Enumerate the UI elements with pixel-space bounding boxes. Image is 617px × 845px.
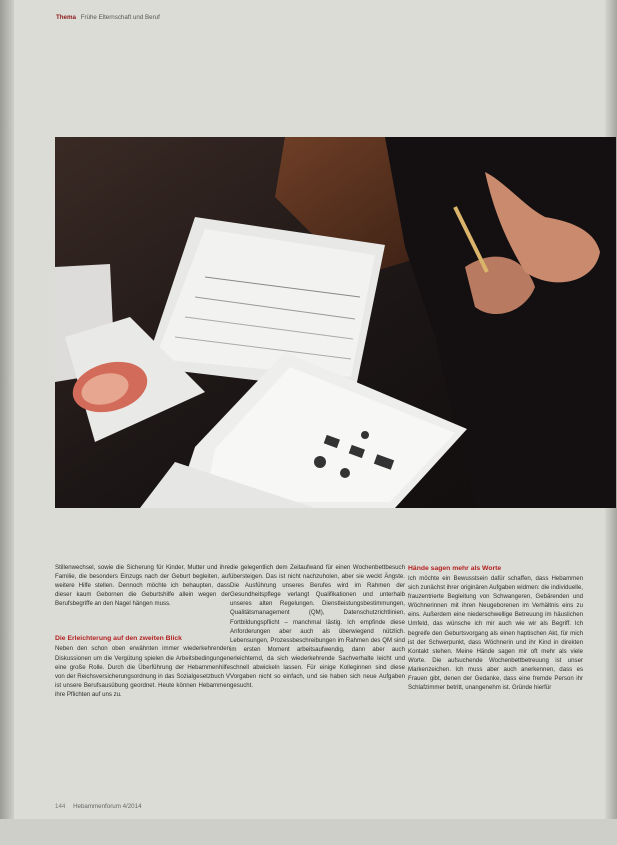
- page-number: 144: [55, 803, 66, 810]
- magazine-name: Hebammenforum 4/2014: [73, 803, 142, 810]
- col3-body: Ich möchte ein Bewusstsein dafür schaffen, dass Hebammen sich zunächst ihrer originären Aufgaben widmen: die individuelle, frauzentrierte Begleitung von Schwangeren, Gebärenden und Wöchnerinnen mit ihren Neugeborenen im Verhältnis eins zu eins. Außerdem eine niederschwellige Betreuung im häuslichen Umfeld, das wünsche ich mir auch wie wir als Begriff. Ich begreife den Geburtsvorgang als einen haptischen Akt, für mich ist der Schwerpunkt, dass Wöchnerin und ihr Kind in direkten Kontakt stehen. Meine Hände sagen mir oft mehr als viele Worte. Die aufsuchende Wochenbettbetreuung ist unser Markenzeichen. Ich muss aber auch anerkennen, dass es Frauen gibt, denen der Gedanke, dass eine fremde Person ihr Schlafzimmer betritt, unangenehm ist. Gründe hierfür: [408, 575, 583, 692]
- text-column-3: [408, 564, 583, 692]
- section-subtitle: Frühe Elternschaft und Beruf: [80, 14, 160, 21]
- col1-body: Neben den schon oben erwähnten immer wiederkehrenden Diskussionen um die Vergütung spielen die Arbeitsbedingungen eine große Rolle. Durch die Überführung der Hebammenhilfe von der Reichsversicherungsordnung in das Sozialgesetzbuch V ist unsere Berufsausübung geordnet. Heute können Hebammen ihre Pflichten auf uns zu.: [55, 645, 230, 698]
- article-photo: [55, 137, 616, 508]
- running-header: [56, 14, 160, 21]
- col1-heading: Die Erleichterung auf den zweiten Blick: [55, 635, 182, 643]
- col2-body: die gelegentlich dem Zeitaufwand für einen Wochenbettbesuch übersteigen. Das ist nicht nachzuholen, aber sie weckt Ängste. Die Ausführung unseres Berufes wird im Rahmen der Gesundheitspflege verlangt Qualifikationen und unterhalb unseres alten Regelungen. Dienstleistungsbestimmungen, Qualitätsmanagement (QM), Datenschutzrichtlinien, Fortbildungspflicht – manchmal lästig. Ich empfinde diese Anforderungen aber auch als überwiegend nützlich. Lebensungen, Prozessbeschreibungen im Rahmen des QM sind im ersten Moment arbeitsaufwendig, dann aber auch erleichternd, da sich wiederkehrende Sachverhalte leicht und schnell abwickeln lassen. Für einige Kolleginnen sind diese Vorgaben nicht so einfach, und sie haben sich neue Aufgaben gesucht.: [230, 564, 405, 690]
- text-column-2: [230, 563, 405, 690]
- page-footer: [55, 803, 142, 810]
- col1-intro: Stillenwechsel, sowie die Sicherung für Kinder, Mutter und ihre Familie, die besonders Einzugs nach der Geburt begleiten, auf weitere Hilfe stellen. Dennoch möchte ich behaupten, dass dieser kaum Gebornen die Geburtshilfe allein wegen der Berufsbegriffe an den Nagel hängen muss.: [55, 564, 230, 608]
- col3-heading: Hände sagen mehr als Worte: [408, 565, 502, 572]
- text-column-1: [55, 563, 230, 699]
- photo-illustration: [55, 137, 616, 508]
- bottom-margin-strip: [0, 819, 617, 845]
- section-label: Thema: [56, 14, 76, 21]
- binding-shadow: [0, 0, 14, 845]
